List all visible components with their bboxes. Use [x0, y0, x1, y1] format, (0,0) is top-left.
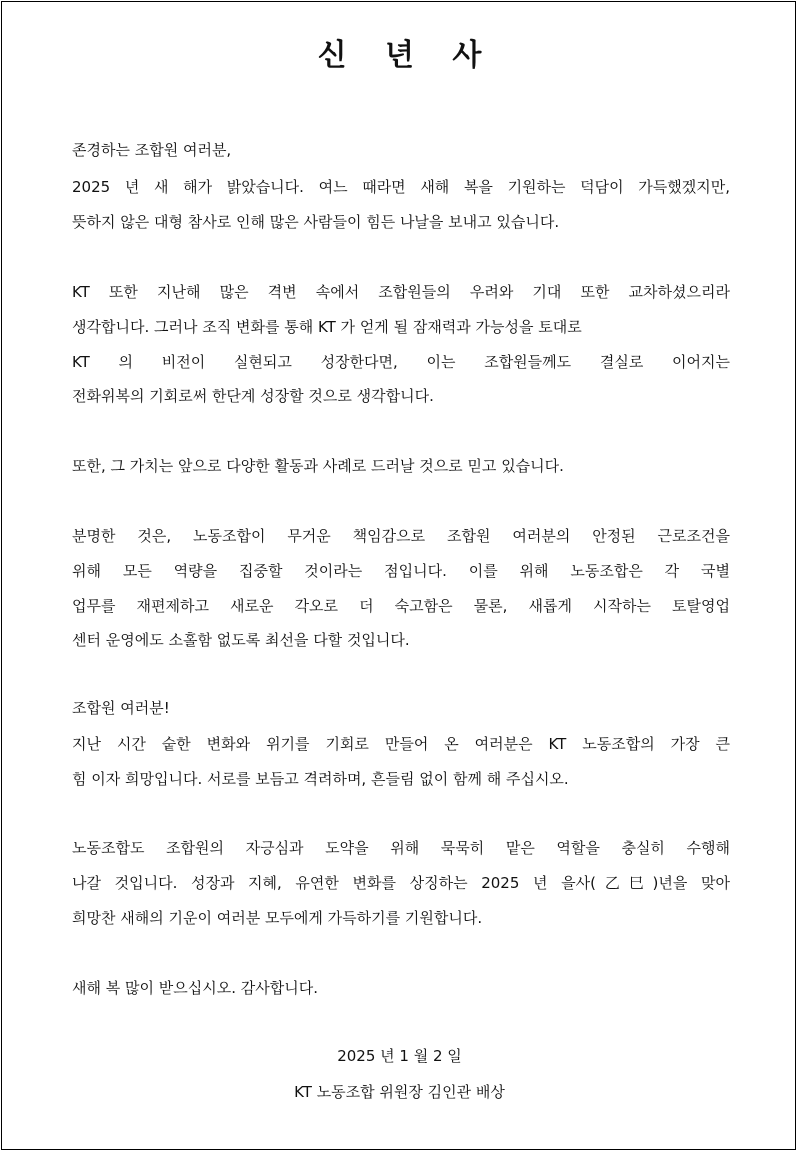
- document-date: 2025 년 1 월 2 일: [337, 1047, 462, 1065]
- document-title: 신 년 사: [317, 38, 496, 73]
- body-line: 뜻하지 않은 대형 참사로 인해 많은 사람들이 힘든 나날을 보내고 있습니다.: [72, 213, 560, 231]
- body-line: 지난 시간 숱한 변화와 위기를 기회로 만들어 온 여러분은 KT 노동조합의 가장 큰: [72, 735, 730, 753]
- address-line: 조합원 여러분!: [72, 699, 170, 717]
- body-line: 업무를 재편제하고 새로운 각오로 더 숙고함은 물론, 새롭게 시작하는 토탈영업: [72, 597, 730, 615]
- body-line: 생각합니다. 그러나 조직 변화를 통해 KT 가 얻게 될 잠재력과 가능성을 토대로: [72, 318, 582, 336]
- document-page: [1, 1, 796, 1150]
- body-line: 2025 년 새 해가 밝았습니다. 여느 때라면 새해 복을 기원하는 덕담이 가득했겠지만,: [72, 178, 730, 196]
- body-line: 또한, 그 가치는 앞으로 다양한 활동과 사례로 드러날 것으로 믿고 있습니다.: [72, 457, 564, 475]
- body-line: 노동조합도 조합원의 자긍심과 도약을 위해 묵묵히 맡은 역할을 충실히 수행해: [72, 839, 730, 857]
- body-line: KT 의 비전이 실현되고 성장한다면, 이는 조합원들께도 결실로 이어지는: [72, 353, 730, 371]
- body-line: 나갈 것입니다. 성장과 지혜, 유연한 변화를 상징하는 2025 년 을사(乙巳)년을 맞아: [72, 874, 730, 892]
- closing-line: 새해 복 많이 받으십시오. 감사합니다.: [72, 979, 318, 997]
- document-signature: KT 노동조합 위원장 김인관 배상: [294, 1083, 505, 1101]
- body-line: 전화위복의 기회로써 한단계 성장할 것으로 생각합니다.: [72, 387, 434, 405]
- body-line: 분명한 것은, 노동조합이 무거운 책임감으로 조합원 여러분의 안정된 근로조건을: [72, 527, 730, 545]
- body-line: 위해 모든 역량을 집중할 것이라는 점입니다. 이를 위해 노동조합은 각 국별: [72, 562, 730, 580]
- body-line: KT 또한 지난해 많은 격변 속에서 조합원들의 우려와 기대 또한 교차하셨으리라: [72, 283, 730, 301]
- body-line: 힘 이자 희망입니다. 서로를 보듬고 격려하며, 흔들림 없이 함께 해 주십시오.: [72, 770, 569, 788]
- body-line: 희망찬 새해의 기운이 여러분 모두에게 가득하기를 기원합니다.: [72, 909, 483, 927]
- greeting-line: 존경하는 조합원 여러분,: [72, 141, 232, 159]
- body-line: 센터 운영에도 소홀함 없도록 최선을 다할 것입니다.: [72, 631, 410, 649]
